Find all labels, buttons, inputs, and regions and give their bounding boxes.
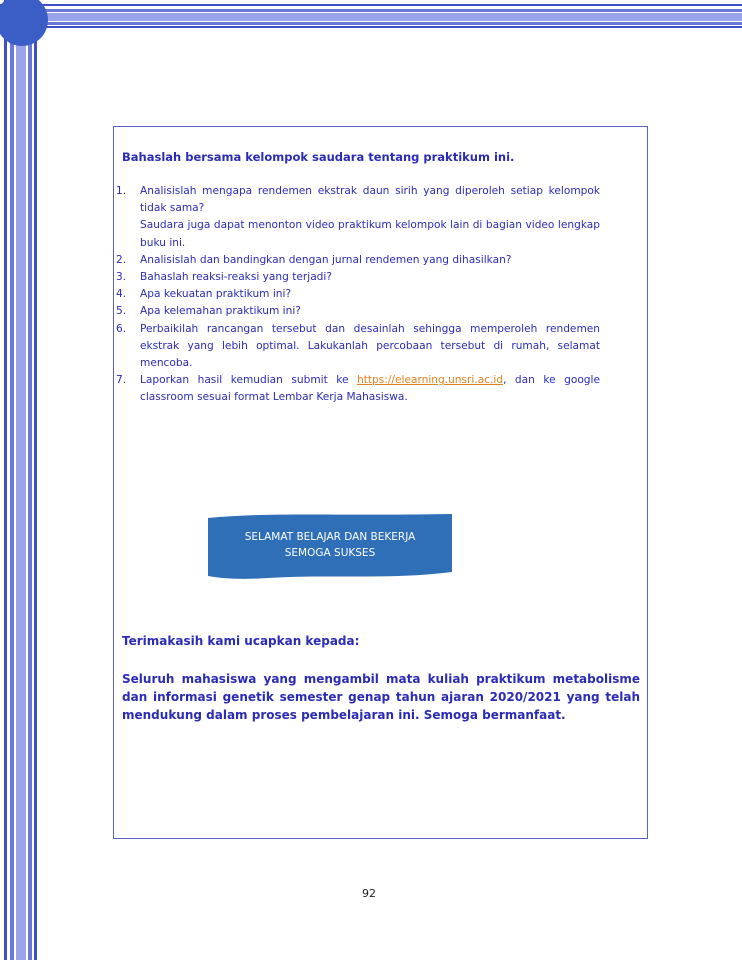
list-item [116,303,600,320]
page-border-left [4,0,38,960]
banner-text [208,529,452,561]
page-number: 92 [362,887,376,900]
list-number: 1. [116,185,127,197]
list-number: 7. [116,374,127,387]
task-text: Apa kelemahan praktikum ini? [140,305,301,318]
list-item [116,321,600,373]
banner-line-2: SEMOGA SUKSES [284,547,376,559]
task-text: Bahaslah reaksi-reaksi yang terjadi? [140,271,332,284]
list-number: 4. [116,288,127,301]
list-item [116,269,600,286]
list-item [116,183,600,252]
motivation-banner [208,514,452,580]
list-number: 6. [116,322,127,335]
list-item [116,286,600,303]
task-text: Apa kekuatan praktikum ini? [140,288,292,301]
task-list [116,183,600,407]
list-item [116,372,600,406]
task-text: Analisislah dan bandingkan dengan jurnal rendemen yang dihasilkan? [140,253,512,266]
list-item [116,252,600,269]
discussion-heading: Bahaslah bersama kelompok saudara tentang praktikum ini. [122,150,515,164]
task-text: Laporkan hasil kemudian submit ke [140,374,349,387]
task-text-extra: Saudara juga dapat menonton video praktikum kelompok lain di bagian video lengkap buku ini. [140,219,600,249]
list-number: 5. [116,305,127,318]
page-border-top [0,4,742,28]
list-number: 2. [116,253,127,266]
task-text-extra: , dan ke google classroom sesuai format Lembar Kerja Mahasiswa. [140,374,600,404]
corner-circle-decoration [0,0,48,46]
task-text: Perbaikilah rancangan tersebut dan desainlah sehingga memperoleh rendemen ekstrak yang lebih optimal. Lakukanlah percobaan tersebut di rumah, selamat mencoba. [140,322,600,370]
banner-line-1: SELAMAT BELAJAR DAN BEKERJA [244,531,416,543]
thanks-heading: Terimakasih kami ucapkan kepada: [122,634,360,648]
thanks-body: Seluruh mahasiswa yang mengambil mata kuliah praktikum metabolisme dan informasi genetik semester genap tahun ajaran 2020/2021 yang telah mendukung dalam proses pembelajaran ini. Semoga bermanfaat. [122,672,640,722]
elearning-link[interactable]: https://elearning.unsri.ac.id [357,374,504,387]
list-number: 3. [116,271,127,284]
task-text: Analisislah mengapa rendemen ekstrak daun sirih yang diperoleh setiap kelompok tidak sama? [140,185,600,215]
